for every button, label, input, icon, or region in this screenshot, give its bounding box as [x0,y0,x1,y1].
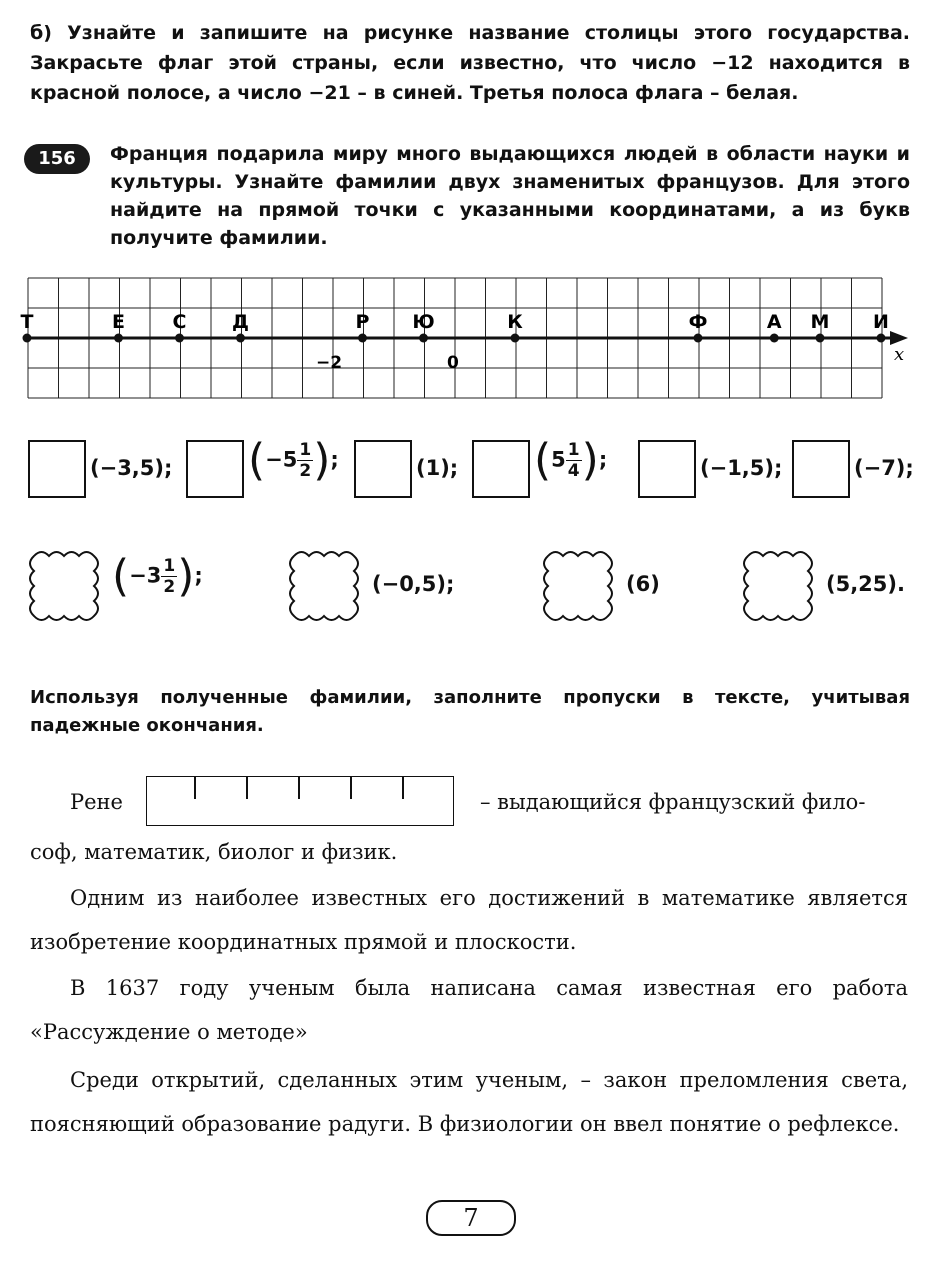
point-4 [358,334,367,343]
coordinate-label: (5,25). [826,572,905,596]
axis-arrow [890,331,908,345]
coordinate-label: (6) [626,572,660,596]
point-letter-0: Т [20,311,34,333]
instruction-text: Используя полученные фамилии, заполните пропуски в тексте, учитывая падежные окончания. [30,687,910,736]
number-line-grid [20,278,908,398]
point-letter-4: Р [355,311,370,333]
tick-label-0: 0 [447,353,459,373]
body-paragraph-2: Одним из наиболее известных его достижений в математике является изобретение координатных прямой и плоскости. [30,886,908,954]
point-letter-1: Е [112,311,125,333]
tick-label-minus2: −2 [316,353,343,373]
body-line-2: соф, математик, биолог и физик. [30,840,398,864]
answer-square-2[interactable] [354,440,412,498]
point-letter-5: Ю [412,311,435,333]
rene-word: Рене [70,790,123,814]
body-paragraph-3: В 1637 году ученым была написана самая известная его работа «Рассуждение о методе» [30,976,908,1044]
point-5 [419,334,428,343]
point-letter-7: Ф [688,311,708,333]
task-text: Франция подарила миру много выдающихся людей в области науки и культуры. Узнайте фамилии двух знаменитых французов. Для этого найдите на прямой точки с указанными координатами, а из букв получите фамилии. [110,143,910,249]
point-letter-8: А [766,311,782,333]
coordinate-label: (1); [416,456,459,480]
task-number-badge: 156 [24,144,90,174]
body-paragraph-4: Среди открытий, сделанных этим ученым, – закон преломления света, поясняющий образование радуги. В физиологии он ввел понятие о рефлексе. [30,1068,908,1136]
coordinate-label: (−3 $\frac{1}{2}$ ); [112,550,203,602]
point-10 [877,334,886,343]
answer-wavy-box-3[interactable] [738,548,818,633]
part-b-text: б) Узнайте и запишите на рисунке название столицы этого государства. Закрасьте флаг этой страны, если известно, что число −12 находится в красной полосе, а число −21 – в синей. Третья полоса флага – белая. [30,22,910,104]
point-3 [236,334,245,343]
axis-label: x [894,344,905,365]
point-7 [694,334,703,343]
answer-square-5[interactable] [792,440,850,498]
point-2 [175,334,184,343]
coordinate-label: (−5 $\frac{1}{2}$ ); [248,434,339,486]
rene-line-rest: – выдающийся французский фило- [480,790,866,814]
point-letter-2: С [172,311,187,333]
answer-wavy-box-0[interactable] [24,548,104,633]
coordinate-label: (−0,5); [372,572,455,596]
point-0 [23,334,32,343]
point-letter-9: М [810,311,830,333]
page-number: 7 [426,1200,516,1236]
answer-cell-ticks [147,777,452,824]
coordinate-label: (5 $\frac{1}{4}$ ); [534,434,608,486]
answer-square-3[interactable] [472,440,530,498]
answer-square-1[interactable] [186,440,244,498]
answer-wavy-box-1[interactable] [284,548,364,633]
point-9 [816,334,825,343]
answer-square-4[interactable] [638,440,696,498]
answer-square-0[interactable] [28,440,86,498]
coordinate-label: (−3,5); [90,456,173,480]
point-1 [114,334,123,343]
point-6 [511,334,520,343]
point-8 [770,334,779,343]
point-letter-10: И [873,311,889,333]
answer-wavy-box-2[interactable] [538,548,618,633]
point-letter-3: Д [232,311,249,333]
point-letter-6: К [507,311,523,333]
coordinate-label: (−7); [854,456,914,480]
coordinate-label: (−1,5); [700,456,783,480]
surname-answer-box[interactable] [146,776,454,826]
